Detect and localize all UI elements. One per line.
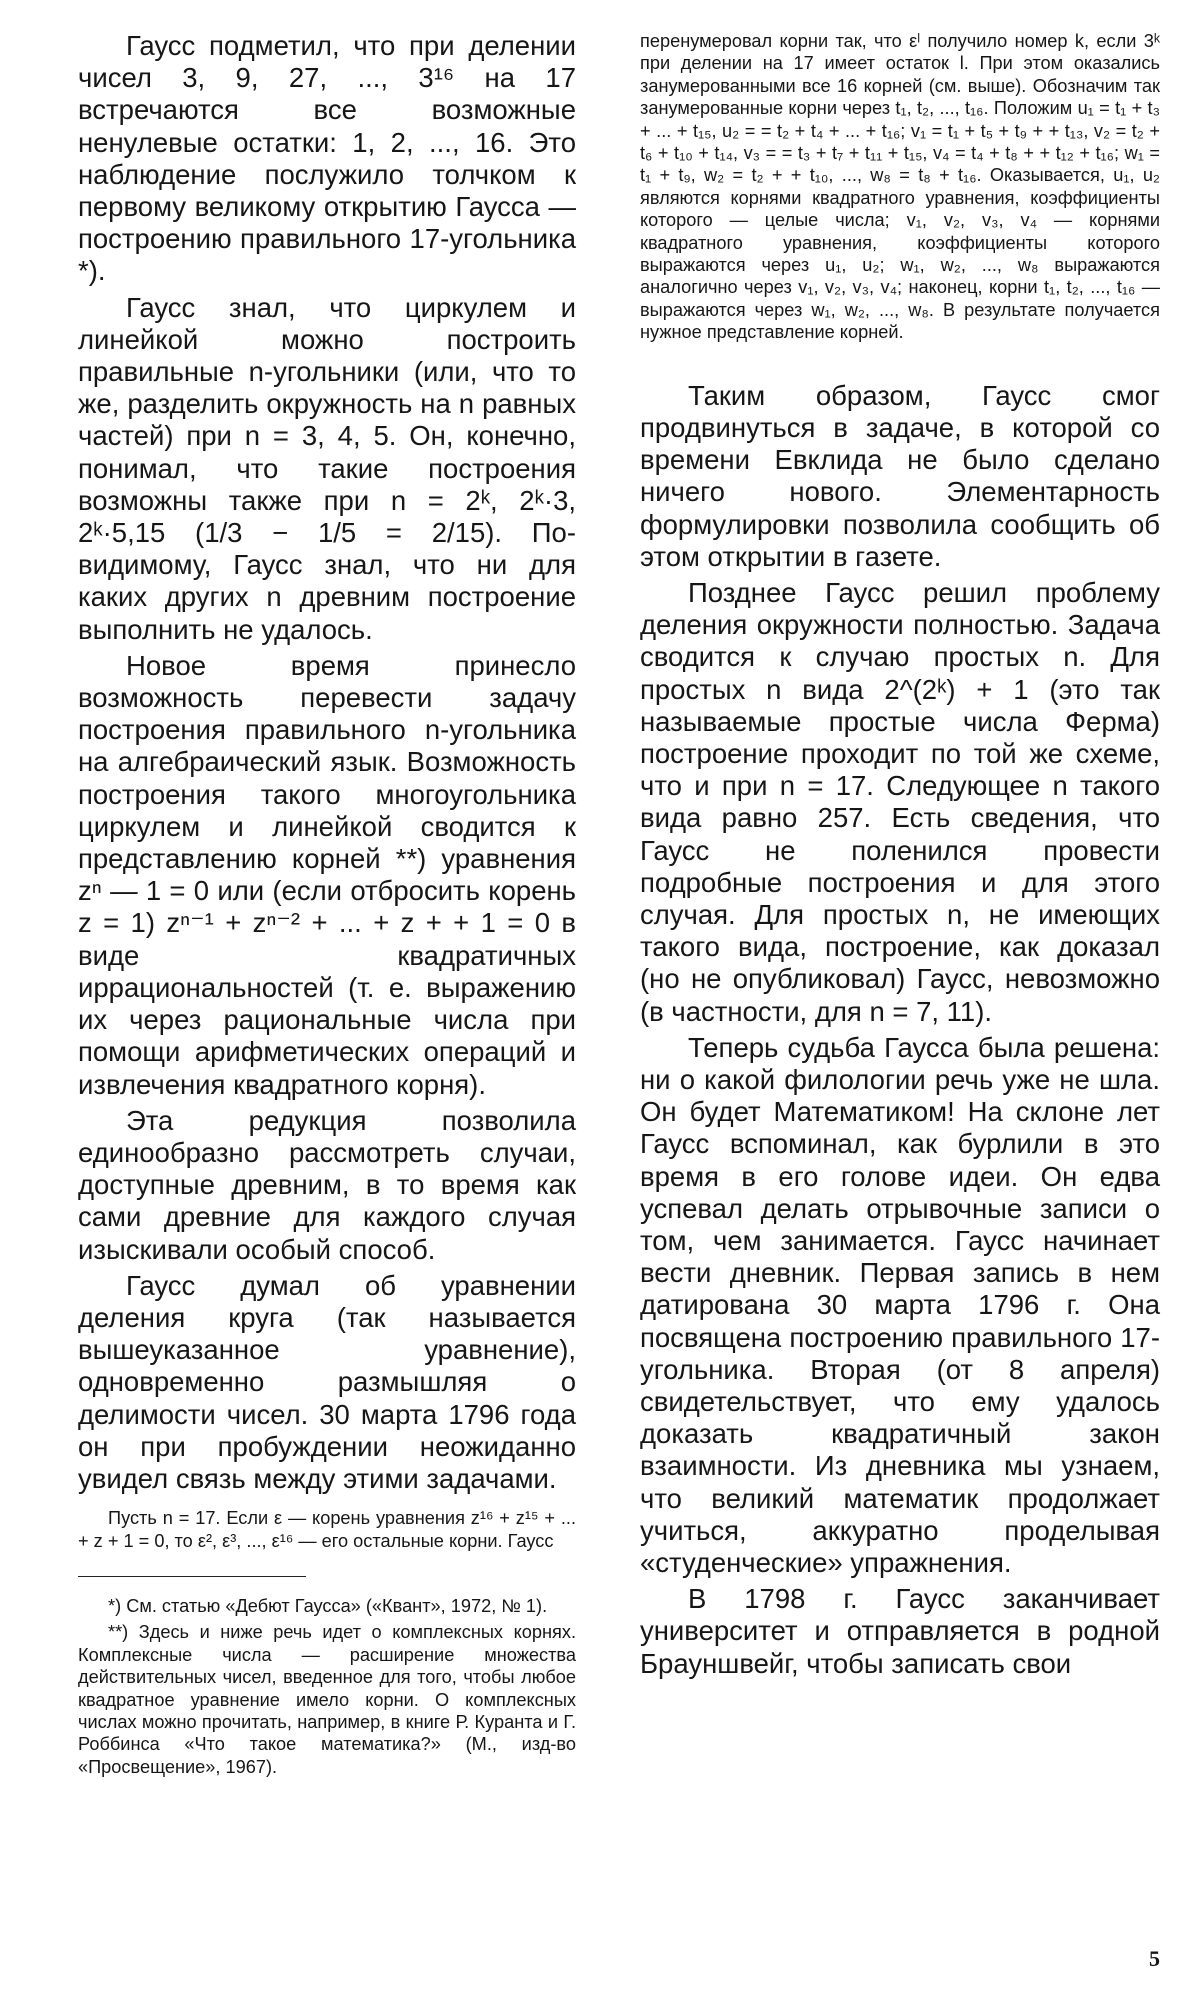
paragraph-compass-constructions: Гаусс знал, что циркулем и линейкой можно построить правильные n-угольники (или, что то же, разделить окружность на n равных частей) при n = 3, 4, 5. Он, конечно, понимал, что такие построения возможны также при n = 2ᵏ, 2ᵏ·3, 2ᵏ·5,15 (1/3 − 1/5 = 2/15). По-видимому, Гаусс знал, что ни для каких других n древним построение выполнить не удалось. <box>78 291 576 645</box>
footnote-divider <box>78 1576 306 1577</box>
note-n17-continuation: перенумеровал корни так, что εˡ получило номер k, если 3ᵏ при делении на 17 имеет остаток l. При этом оказались занумерованными все 16 корней (см. выше). Обозначим так занумерованные корни через t₁, t₂, ..., t₁₆. Положим u₁ = t₁ + t₃ + ... + t₁₅, u₂ = = t₂ + t₄ + ... + t₁₆; v₁ = t₁ + t₅ + t₉ + + t₁₃, v₂ = t₂ + t₆ + t₁₀ + t₁₄, v₃ = = t₃ + t₇ + t₁₁ + t₁₅, v₄ = t₄ + t₈ + + t₁₂ + t₁₆; w₁ = t₁ + t₉, w₂ = t₂ + + t₁₀, ..., w₈ = t₈ + t₁₆. Оказывается, u₁, u₂ являются корнями квадратного уравнения, коэффициенты которого — целые числа; v₁, v₂, v₃, v₄ — корнями квадратного уравнения, коэффициенты которого выражаются через u₁, u₂; w₁, w₂, ..., w₈ выражаются аналогично через v₁, v₂, v₃, v₄; наконец, корни t₁, t₂, ..., t₁₆ — выражаются через w₁, w₂, ..., w₈. В результате получается нужное представление корней. <box>640 31 1160 343</box>
paragraph-fermat-primes: Позднее Гаусс решил проблему деления окружности полностью. Задача сводится к случаю простых n. Для простых n вида 2^(2ᵏ) + 1 (это так называемые простые числа Ферма) построение проходит по той же схеме, что и при n = 17. Следующее n такого вида равно 257. Есть сведения, что Гаусс не поленился провести подробные построения и для этого случая. Для простых n, не имеющих такого вида, построение, как доказал (но не опубликовал) Гаусс, невозможно (в частности, для n = 7, 11). <box>640 576 1160 1027</box>
paragraph-gauss-remainders: Гаусс подметил, что при делении чисел 3, 9, 27, ..., 3¹⁶ на 17 встречаются все возможные ненулевые остатки: 1, 2, ..., 16. Это наблюдение послужило толчком к первому великому открытию Гаусса — построению правильного 17-угольника *). <box>78 30 576 287</box>
paragraph-circle-division-equation: Гаусс думал об уравнении деления круга (так называется вышеуказанное уравнение), одновременно размышляя о делимости чисел. 30 марта 1796 года он при пробуждении неожиданно увидел связь между этими задачами. <box>78 1269 576 1494</box>
footnote-2: **) Здесь и ниже речь идет о комплексных корнях. Комплексные числа — расширение множества действительных чисел, введенное для того, чтобы любое квадратное уравнение имело корни. О комплексных числах можно прочитать, например, в книге Р. Куранта и Г. Роббинса «Что такое математика?» (М., изд-во «Просвещение», 1967). <box>78 1622 576 1777</box>
paragraph-1798-university: В 1798 г. Гаусс заканчивает университет и отправляется в родной Брауншвейг, чтобы записать свои <box>640 1583 1160 1679</box>
paragraph-reduction: Эта редукция позволила единообразно рассмотреть случаи, доступные древним, в то время как сами древние для каждого случая изыскивали особый способ. <box>78 1104 576 1265</box>
left-column <box>78 30 576 1782</box>
note-n17-start: Пусть n = 17. Если ε — корень уравнения z¹⁶ + z¹⁵ + ... + z + 1 = 0, то ε², ε³, ..., ε¹⁶ — его остальные корни. Гаусс <box>78 1508 576 1551</box>
paragraph-euclid-progress: Таким образом, Гаусс смог продвинуться в задаче, в которой со времени Евклида не было сделано ничего нового. Элементарность формулировки позволила сообщить об этом открытии в газете. <box>640 379 1160 572</box>
footnote-1: *) См. статью «Дебют Гаусса» («Квант», 1972, № 1). <box>108 1595 548 1616</box>
paragraph-diary: Теперь судьба Гаусса была решена: ни о какой филологии речь уже не шла. Он будет Математиком! На склоне лет Гаусс вспоминал, как бурлили в это время в его голове идеи. Он едва успевал делать отрывочные записи о том, чем занимается. Гаусс начинает вести дневник. Первая запись в нем датирована 30 марта 1796 г. Она посвящена построению правильного 17-угольника. Вторая (от 8 апреля) свидетельствует, что ему удалось доказать квадратичный закон взаимности. Из дневника мы узнаем, что великий математик продолжает учиться, аккуратно проделывая «студенческие» упражнения. <box>640 1031 1160 1578</box>
right-column <box>640 30 1160 1684</box>
paragraph-algebraic-language: Новое время принесло возможность перевести задачу построения правильного n-угольника на алгебраический язык. Возможность построения такого многоугольника циркулем и линейкой сводится к представлению корней **) уравнения zⁿ — 1 = 0 или (если отбросить корень z = 1) zⁿ⁻¹ + zⁿ⁻² + ... + z + + 1 = 0 в виде квадратичных иррациональностей (т. е. выражению их через рациональные числа при помощи арифметических операций и извлечения квадратного корня). <box>78 649 576 1100</box>
page-number: 5 <box>1149 1946 1160 1971</box>
